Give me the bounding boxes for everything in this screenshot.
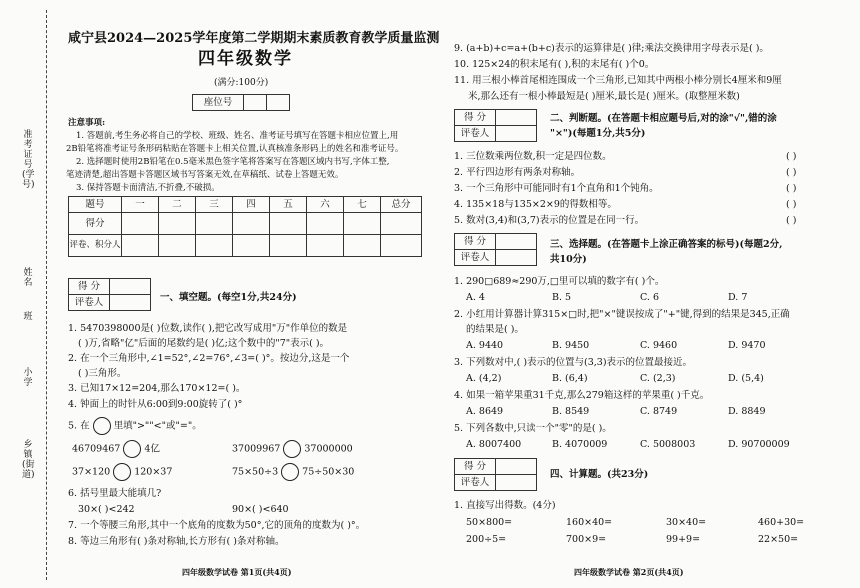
q1-line1: 1. 5470398000是( )位数,读作( ),把它改写成用"万"作单位的数是 xyxy=(68,323,348,334)
judge-answer-paren[interactable]: ( ) xyxy=(786,215,797,226)
calc-item: 200÷5= xyxy=(466,534,507,545)
grader-label: 评卷人 xyxy=(69,295,110,311)
judge-answer-paren[interactable]: ( ) xyxy=(786,151,797,162)
page-footer: 四年级数学试卷 第1页(共4页) xyxy=(182,567,292,577)
choice-opt[interactable]: B. 8549 xyxy=(552,406,590,417)
exam-title: 咸宁县2024—2025学年度第二学期期末素质教育教学质量监测 xyxy=(68,31,440,46)
judge-item: 1. 三位数乘两位数,积一定是四位数。 xyxy=(454,151,612,162)
score-cell[interactable] xyxy=(344,235,381,257)
q6-item: 90×( )<640 xyxy=(232,504,289,515)
section3-heading: 三、选择题。(在答题卡上涂正确答案的标号)(每题2分, xyxy=(550,239,783,250)
notice-item: 3. 保持答题卡面清洁,不折叠,不破损。 xyxy=(76,183,220,193)
grader-score-cell[interactable] xyxy=(496,234,537,250)
score-cell[interactable] xyxy=(307,235,344,257)
judge-answer-paren[interactable]: ( ) xyxy=(786,183,797,194)
grader-cell[interactable] xyxy=(110,295,151,311)
score-cell[interactable] xyxy=(307,213,344,235)
compare-left: 37009967 xyxy=(232,443,281,455)
notice-item: 2. 选择题时使用2B铅笔在0.5毫米黑色签字笔将答案写在答题区域内书写,字体工整, xyxy=(76,157,390,167)
q11-line1: 11. 用三根小棒首尾相连围成一个三角形,已知其中两根小棒分别长4厘米和9厘 xyxy=(454,75,782,86)
compare-right: 75÷50×30 xyxy=(302,466,355,478)
compare-left: 46709467 xyxy=(72,443,121,455)
choice-opt[interactable]: A. 9440 xyxy=(466,340,504,351)
binding-label-id: 准考证号(学号) xyxy=(22,130,35,190)
judge-item: 2. 平行四边形有两条对称轴。 xyxy=(454,167,581,178)
score-cell[interactable] xyxy=(233,213,270,235)
calc-item: 700×9= xyxy=(566,534,607,545)
calc-item: 460+30= xyxy=(758,517,805,528)
q9: 9. (a+b)+c=a+(b+c)表示的运算律是( )律;乘法交换律用字母表示是( )。 xyxy=(454,43,769,54)
judge-item: 3. 一个三角形中可能同时有1个直角和1个钝角。 xyxy=(454,183,659,194)
circle-blank-icon[interactable] xyxy=(123,440,141,458)
score-cell[interactable] xyxy=(122,235,159,257)
q5-prefix: 5. 在 xyxy=(68,420,90,432)
calc-item: 30×40= xyxy=(666,517,707,528)
binding-label-town: 乡镇(街道) xyxy=(22,440,35,480)
calc-item: 22×50= xyxy=(758,534,799,545)
circle-blank-icon xyxy=(93,417,111,435)
q5 xyxy=(68,417,202,435)
judge-answer-paren[interactable]: ( ) xyxy=(786,199,797,210)
notice-item: 1. 答题前,考生务必将自己的学校、班级、姓名、准考证号填写在答题卡相应位置上,用 xyxy=(76,131,399,141)
score-cell[interactable] xyxy=(159,235,196,257)
grader-score-cell[interactable] xyxy=(110,279,151,295)
grader-box-1 xyxy=(68,278,151,311)
choice-opt[interactable]: A. (4,2) xyxy=(466,373,502,384)
score-table-header: 总分 xyxy=(381,197,422,213)
grader-score-label: 得 分 xyxy=(69,279,110,295)
q6-item: 30×( )<242 xyxy=(78,504,135,515)
choice-opt[interactable]: B. 4070009 xyxy=(552,439,608,450)
grader-score-label: 得 分 xyxy=(455,110,496,126)
choice-q2-line2: 的结果是( )。 xyxy=(466,324,524,335)
score-table-header: 三 xyxy=(196,197,233,213)
grader-label: 评卷人 xyxy=(455,126,496,142)
q1-line2: ( )万,省略"亿"后面的尾数约是( )亿;这个数中的"7"表示( )。 xyxy=(78,338,330,349)
q7: 7. 一个等腰三角形,其中一个底角的度数为50°,它的顶角的度数为( )°。 xyxy=(68,520,366,531)
choice-opt[interactable]: D. 9470 xyxy=(728,340,766,351)
choice-opt[interactable]: D. 90700009 xyxy=(728,439,790,450)
choice-q4: 4. 如果一箱苹果重31千克,那么279箱这样的苹果重( )千克。 xyxy=(454,390,710,401)
circle-blank-icon[interactable] xyxy=(281,463,299,481)
score-row-label: 得分 xyxy=(69,213,122,235)
grader-cell[interactable] xyxy=(496,475,537,491)
binding-dashed-line xyxy=(46,10,47,580)
q2-line2: ( )三角形。 xyxy=(78,368,127,379)
judge-item: 4. 135×18与135×2×9的得数相等。 xyxy=(454,199,617,210)
score-cell[interactable] xyxy=(270,235,307,257)
choice-opt[interactable]: C. (2,3) xyxy=(640,373,676,384)
grader-score-label: 得 分 xyxy=(455,459,496,475)
choice-opt[interactable]: C. 9460 xyxy=(640,340,678,351)
section2-heading-2: "×")(每题1分,共5分) xyxy=(550,128,646,139)
grader-box-2 xyxy=(454,109,537,142)
score-table-header: 七 xyxy=(344,197,381,213)
calc-item: 99+9= xyxy=(666,534,701,545)
grader-cell[interactable] xyxy=(496,250,537,266)
score-cell[interactable] xyxy=(344,213,381,235)
score-cell[interactable] xyxy=(381,235,422,257)
score-table-header: 五 xyxy=(270,197,307,213)
score-row-label: 评卷、积分人 xyxy=(69,235,122,257)
q5-suffix: 里填">""<"或"="。 xyxy=(113,420,202,432)
q3: 3. 已知17×12=204,那么170×12=( )。 xyxy=(68,383,246,394)
full-score: (满分:100分) xyxy=(214,78,269,88)
right-column xyxy=(454,0,854,588)
score-cell[interactable] xyxy=(381,213,422,235)
choice-opt[interactable]: A. 8007400 xyxy=(466,439,522,450)
compare-left: 75×50÷3 xyxy=(232,466,279,478)
subject-title: 四年级数学 xyxy=(198,49,293,69)
judge-item: 5. 数对(3,4)和(3,7)表示的位置是在同一行。 xyxy=(454,215,645,226)
circle-blank-icon[interactable] xyxy=(113,463,131,481)
compare-left: 37×120 xyxy=(72,466,111,478)
binding-label-name: 姓名 xyxy=(23,268,33,288)
calc-item: 160×40= xyxy=(566,517,613,528)
choice-opt[interactable]: A. 8649 xyxy=(466,406,504,417)
score-cell[interactable] xyxy=(122,213,159,235)
grader-box-3 xyxy=(454,233,537,266)
choice-q5: 5. 下列各数中,只读一个"零"的是( )。 xyxy=(454,423,612,434)
notice-item: 2B铅笔将准考证号条形码粘贴在答题卡上相关位置,认真核准条形码上的姓名和准考证号。 xyxy=(66,144,404,154)
notice-heading: 注意事项: xyxy=(68,118,106,128)
q4: 4. 钟面上的时针从6:00到9:00旋转了( )° xyxy=(68,399,243,410)
grader-score-cell[interactable] xyxy=(496,110,537,126)
binding-label-school: 小学 xyxy=(23,368,33,388)
score-table-header: 二 xyxy=(159,197,196,213)
judge-answer-paren[interactable]: ( ) xyxy=(786,167,797,178)
compare-right: 37000000 xyxy=(304,443,353,455)
compare-right: 120×37 xyxy=(134,466,173,478)
score-cell[interactable] xyxy=(196,213,233,235)
section1-heading: 一、填空题。(每空1分,共24分) xyxy=(160,292,297,303)
binding-label-class: 班 xyxy=(23,312,33,322)
choice-opt[interactable]: C. 6 xyxy=(640,292,660,303)
choice-opt[interactable]: B. (6,4) xyxy=(552,373,588,384)
choice-opt[interactable]: D. 7 xyxy=(728,292,748,303)
binding-column xyxy=(8,0,56,588)
q11-line2: 米,那么还有一根小棒最短是( )厘米,最长是( )厘米。(取整厘米数) xyxy=(468,91,740,102)
choice-opt[interactable]: C. 8749 xyxy=(640,406,678,417)
circle-blank-icon[interactable] xyxy=(283,440,301,458)
score-table-header: 一 xyxy=(122,197,159,213)
score-cell[interactable] xyxy=(196,235,233,257)
choice-opt[interactable]: A. 4 xyxy=(466,292,485,303)
notice-item: 笔迹清楚,超出答题卡答题区域书写答案无效,在草稿纸、试卷上答题无效。 xyxy=(66,170,344,180)
score-cell[interactable] xyxy=(233,235,270,257)
calc-subheading: 1. 直接写出得数。(4分) xyxy=(454,500,556,511)
choice-q1: 1. 290□689≈290万,□里可以填的数字有( )个。 xyxy=(454,276,665,287)
compare-right: 4亿 xyxy=(144,443,160,455)
left-column xyxy=(62,0,442,588)
score-table-header: 六 xyxy=(307,197,344,213)
q8: 8. 等边三角形有( )条对称轴,长方形有( )条对称轴。 xyxy=(68,536,285,547)
section3-heading-2: 共10分) xyxy=(550,254,587,265)
compare-item xyxy=(232,463,354,481)
grader-label: 评卷人 xyxy=(455,475,496,491)
grader-box-4 xyxy=(454,458,537,491)
compare-item xyxy=(72,440,160,458)
grader-cell[interactable] xyxy=(496,126,537,142)
calc-item: 50×800= xyxy=(466,517,513,528)
grader-score-label: 得 分 xyxy=(455,234,496,250)
choice-q2: 2. 小红用计算器计算315×□时,把"×"键误按成了"+"键,得到的结果是345,正确 xyxy=(454,309,790,320)
score-cell[interactable] xyxy=(270,213,307,235)
grader-label: 评卷人 xyxy=(455,250,496,266)
grader-score-cell[interactable] xyxy=(496,459,537,475)
score-cell[interactable] xyxy=(159,213,196,235)
page-footer: 四年级数学试卷 第2页(共4页) xyxy=(574,567,684,577)
choice-q3: 3. 下列数对中,( )表示的位置与(3,3)表示的位置最接近。 xyxy=(454,357,693,368)
score-table-header: 四 xyxy=(233,197,270,213)
choice-opt[interactable]: B. 9450 xyxy=(552,340,590,351)
section4-heading: 四、计算题。(共23分) xyxy=(550,469,649,480)
q10: 10. 125×24的积末尾有( ),积的末尾有( )个0。 xyxy=(454,59,655,70)
score-table-header: 题号 xyxy=(69,197,122,213)
choice-opt[interactable]: D. 8849 xyxy=(728,406,766,417)
choice-opt[interactable]: C. 5008003 xyxy=(640,439,696,450)
q2-line1: 2. 在一个三角形中,∠1=52°,∠2=76°,∠3=( )°。按边分,这是一个 xyxy=(68,353,350,364)
compare-item xyxy=(72,463,172,481)
seat-label: 座位号 xyxy=(193,95,244,111)
compare-item xyxy=(232,440,353,458)
q6: 6. 括号里最大能填几? xyxy=(68,488,162,499)
choice-opt[interactable]: D. (5,4) xyxy=(728,373,764,384)
section2-heading: 二、判断题。(在答题卡相应题号后,对的涂"√",错的涂 xyxy=(550,113,777,124)
choice-opt[interactable]: B. 5 xyxy=(552,292,572,303)
seat-number-box xyxy=(192,94,290,111)
score-table xyxy=(68,196,422,257)
